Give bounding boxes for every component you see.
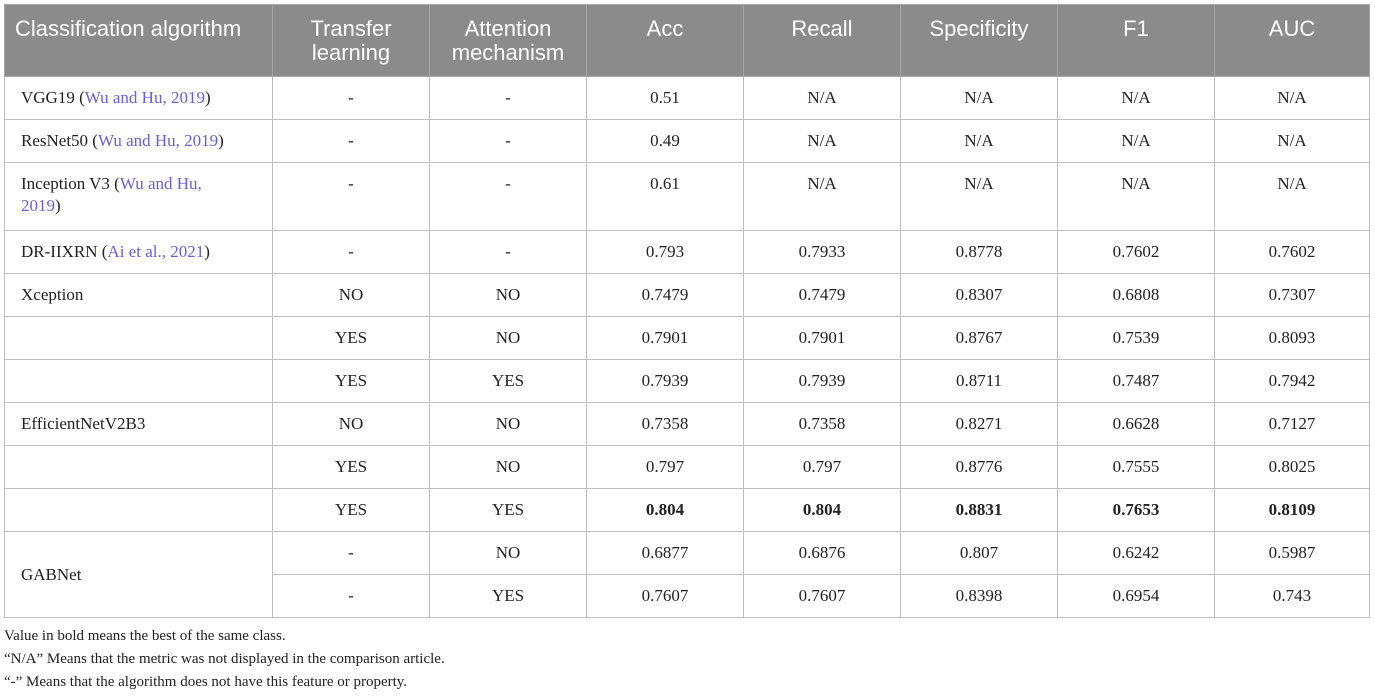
transfer-cell: - [273,575,430,618]
specificity-cell: N/A [901,77,1058,120]
algorithm-name: Inception V3 [21,174,115,193]
auc-cell: N/A [1215,77,1370,120]
citation-link[interactable]: Wu and Hu, 2019 [84,88,205,107]
attention-cell: NO [430,317,587,360]
auc-cell: 0.7127 [1215,403,1370,446]
table-row [5,532,1370,575]
transfer-cell: YES [273,489,430,532]
header-transfer-learning: Transfer learning [273,5,430,77]
acc-cell: 0.6877 [587,532,744,575]
acc-cell-best: 0.804 [587,489,744,532]
auc-cell: 0.7307 [1215,274,1370,317]
citation-link[interactable]: Ai et al., 2021 [107,242,205,261]
table-row [5,231,1370,274]
transfer-cell: - [273,231,430,274]
citation-link[interactable]: Wu and Hu, 2019 [97,131,219,150]
auc-cell: 0.7602 [1215,231,1370,274]
attention-cell: YES [430,575,587,618]
attention-cell: NO [430,274,587,317]
algorithm-cell [5,489,273,532]
algorithm-cell [5,163,273,231]
table-footnotes [4,625,445,694]
auc-cell: N/A [1215,163,1370,231]
header-acc: Acc [587,5,744,77]
acc-cell: 0.7358 [587,403,744,446]
recall-cell: N/A [744,120,901,163]
acc-cell: 0.7607 [587,575,744,618]
paren-close: ) [204,88,211,107]
specificity-cell-best: 0.8831 [901,489,1058,532]
f1-cell: 0.7487 [1058,360,1215,403]
table-row [5,446,1370,489]
algorithm-cell [5,120,273,163]
specificity-cell: 0.8767 [901,317,1058,360]
algorithm-cell [5,360,273,403]
header-f1: F1 [1058,5,1215,77]
table-row-best [5,489,1370,532]
algorithm-cell [5,446,273,489]
algorithm-name: ResNet50 [21,131,93,150]
auc-cell: 0.8025 [1215,446,1370,489]
attention-cell: NO [430,532,587,575]
table-row [5,360,1370,403]
paren-close: ) [218,131,224,150]
attention-cell: YES [430,360,587,403]
table-row [5,317,1370,360]
specificity-cell: 0.8307 [901,274,1058,317]
f1-cell: N/A [1058,163,1215,231]
algorithm-cell: EfficientNetV2B3 [5,403,273,446]
table-row [5,274,1370,317]
recall-cell: 0.7901 [744,317,901,360]
transfer-cell: NO [273,274,430,317]
recall-cell: N/A [744,163,901,231]
acc-cell: 0.51 [587,77,744,120]
paren-open: ( [92,131,98,150]
algorithm-cell: GABNet [5,532,273,618]
header-auc: AUC [1215,5,1370,77]
table-row [5,403,1370,446]
f1-cell: 0.7539 [1058,317,1215,360]
f1-cell: 0.7602 [1058,231,1215,274]
algorithm-cell [5,317,273,360]
acc-cell: 0.49 [587,120,744,163]
auc-cell-best: 0.8109 [1215,489,1370,532]
algorithm-cell [5,231,273,274]
f1-cell: 0.6628 [1058,403,1215,446]
specificity-cell: 0.8778 [901,231,1058,274]
header-attention-mechanism: Attention mechanism [430,5,587,77]
algorithm-cell: Xception [5,274,273,317]
algorithm-cell [5,77,273,120]
attention-cell: NO [430,446,587,489]
footnote-dash: “-” Means that the algorithm does not have this feature or property. [4,674,408,690]
footnote-bold: Value in bold means the best of the same class. [4,628,286,644]
recall-cell: 0.6876 [744,532,901,575]
transfer-cell: - [273,163,430,231]
f1-cell: 0.7555 [1058,446,1215,489]
acc-cell: 0.797 [587,446,744,489]
paren-open: ( [114,174,120,193]
acc-cell: 0.7939 [587,360,744,403]
f1-cell: 0.6808 [1058,274,1215,317]
paren-open: ( [79,88,85,107]
citation-link[interactable]: Wu and Hu, 2019 [21,174,202,215]
specificity-cell: 0.807 [901,532,1058,575]
specificity-cell: 0.8271 [901,403,1058,446]
transfer-cell: - [273,120,430,163]
auc-cell: 0.7942 [1215,360,1370,403]
attention-cell: YES [430,489,587,532]
footnote-na: “N/A” Means that the metric was not displayed in the comparison article. [4,651,445,667]
attention-cell: - [430,231,587,274]
specificity-cell: N/A [901,120,1058,163]
transfer-cell: YES [273,446,430,489]
table-row [5,77,1370,120]
specificity-cell: 0.8711 [901,360,1058,403]
algorithm-name: DR-IIXRN [21,242,102,261]
recall-cell: 0.7358 [744,403,901,446]
header-row [5,5,1370,77]
paren-close: ) [204,242,210,261]
paren-open: ( [101,242,108,261]
attention-cell: - [430,77,587,120]
paren-close: ) [55,196,61,215]
header-classification-algorithm: Classification algorithm [5,5,273,77]
f1-cell: 0.6242 [1058,532,1215,575]
f1-cell: 0.6954 [1058,575,1215,618]
recall-cell-best: 0.804 [744,489,901,532]
attention-cell: - [430,120,587,163]
auc-cell: 0.5987 [1215,532,1370,575]
acc-cell: 0.7901 [587,317,744,360]
acc-cell: 0.61 [587,163,744,231]
recall-cell: 0.7607 [744,575,901,618]
transfer-cell: NO [273,403,430,446]
acc-cell: 0.793 [587,231,744,274]
transfer-cell: - [273,77,430,120]
transfer-cell: YES [273,360,430,403]
specificity-cell: 0.8776 [901,446,1058,489]
specificity-cell: 0.8398 [901,575,1058,618]
specificity-cell: N/A [901,163,1058,231]
recall-cell: 0.7479 [744,274,901,317]
acc-cell: 0.7479 [587,274,744,317]
algorithm-name: VGG19 [21,88,80,107]
header-specificity: Specificity [901,5,1058,77]
recall-cell: 0.7933 [744,231,901,274]
f1-cell: N/A [1058,77,1215,120]
recall-cell: 0.797 [744,446,901,489]
results-table [4,4,1370,618]
table-row [5,163,1370,231]
transfer-cell: - [273,532,430,575]
auc-cell: N/A [1215,120,1370,163]
f1-cell: N/A [1058,120,1215,163]
attention-cell: NO [430,403,587,446]
auc-cell: 0.743 [1215,575,1370,618]
transfer-cell: YES [273,317,430,360]
header-recall: Recall [744,5,901,77]
recall-cell: N/A [744,77,901,120]
recall-cell: 0.7939 [744,360,901,403]
attention-cell: - [430,163,587,231]
auc-cell: 0.8093 [1215,317,1370,360]
f1-cell-best: 0.7653 [1058,489,1215,532]
table-row [5,120,1370,163]
